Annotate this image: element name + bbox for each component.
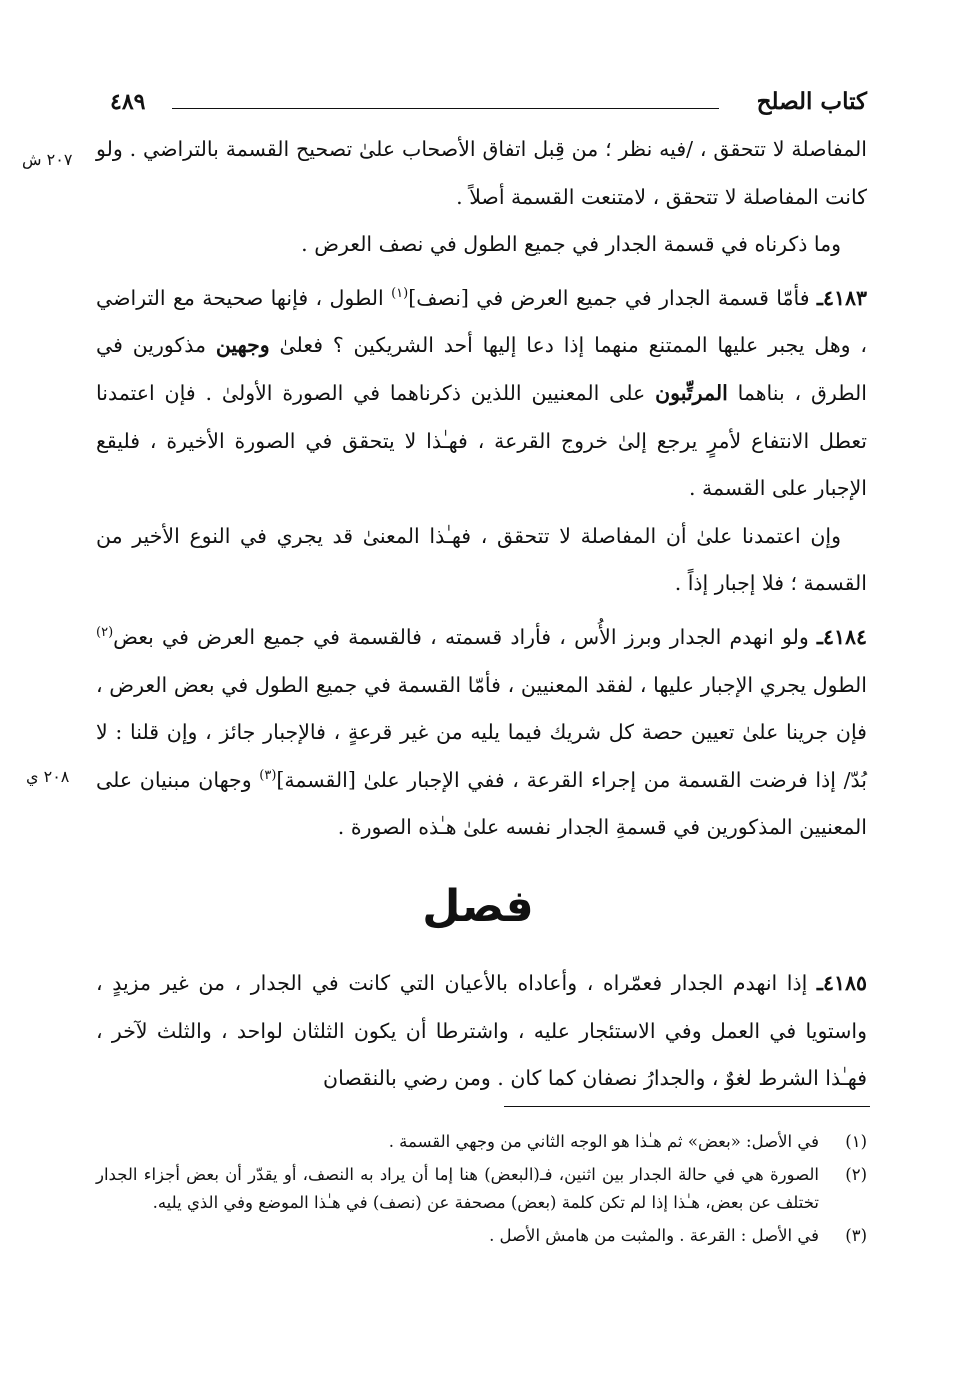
paragraph-number: ٤١٨٥ـ <box>816 971 867 995</box>
paragraph-continuation: وإن اعتمدنا علىٰ أن المفاصلة لا تتحقق ، فهـٰذا المعنىٰ قد يجري في النوع الأخير من القسمة ؛ فلا إجبار إذاً . <box>96 523 867 596</box>
footnote-3 <box>96 1222 867 1250</box>
margin-note-207: ٢٠٧ ش <box>22 150 73 169</box>
footnote-mark: (١) <box>845 1132 867 1151</box>
paragraph-4184 <box>96 614 867 852</box>
footnote-2 <box>96 1161 867 1217</box>
paragraph-text: مذكورين في الطرق ، بناهما <box>96 333 867 405</box>
paragraph-number: ٤١٨٣ـ <box>816 285 867 310</box>
footnote-ref-2: (٢) <box>96 625 114 641</box>
footnote-ref-1: (١) <box>391 285 409 301</box>
section-heading-text: فصل <box>422 881 534 932</box>
bold-term: وجهين <box>215 333 270 358</box>
footnote-ref-3: (٣) <box>259 767 277 783</box>
main-text-2 <box>96 960 867 1103</box>
paragraph-text: الطول ، فإنها صحيحة مع التراضي ، وهل يجبر عليها الممتنع منهما إذا دعا إليها أحد الشريكين ؟ فعلىٰ <box>96 285 867 358</box>
paragraph-4185 <box>96 960 867 1103</box>
paragraph-text: فأمّا قسمة الجدار في جميع العرض في [نصف] <box>408 285 810 310</box>
running-title: كتاب الصلح <box>756 88 867 115</box>
footnote-text: الصورة هي في حالة الجدار بين اثنين، فـ(البعض) هنا إما أن يراد به النصف، أو يقدّر أن بعض أجزاء الجدار تختلف عن بعض، هـٰذا إذا لم تكن كلمة (بعض) مصحفة عن (نصف) في هـٰذا الموضع وفي الذي يليه. <box>96 1165 819 1212</box>
footnote-mark: (٣) <box>845 1226 867 1245</box>
paragraph-number: ٤١٨٤ـ <box>816 624 867 649</box>
paragraph-2: وما ذكرناه في قسمة الجدار في جميع الطول في نصف العرض . <box>301 232 841 257</box>
footnote-text: في الأصل: «بعض» ثم هـٰذا هو الوجه الثاني من وجهي القسمة . <box>388 1132 819 1151</box>
footnote-1 <box>96 1128 867 1156</box>
paragraph-text: إذا انهدم الجدار فعمّراه ، وأعاداه بالأعيان التي كانت في الجدار ، من غير مزيدٍ ، واستويا في العمل وفي الاستئجار عليه ، واشترطا أن يكون الثلثان لواحد ، والثلث لآخر ، فهـٰذا الشرط لغوٌ ، والجدارُ نصفان كما كان . ومن رضي بالنقصان <box>96 971 867 1091</box>
paragraph-4183 <box>96 275 867 513</box>
footnote-mark: (٢) <box>845 1165 867 1184</box>
paragraph-text: الطول يجري الإجبار عليها ، لفقد المعنيين ، فأمّا القسمة في جميع الطول في بعض العرض ، فإن جرينا علىٰ تعيين حصة كل شريك فيما يليه من غير قرعةٍ ، فالإجبار جائز ، وإن قلنا : لا بُدّ/ إذا فرضت القسمة من إجراء القرعة ، ففي الإجبار علىٰ [القسمة] <box>96 672 867 792</box>
paragraph-text: ولو انهدم الجدار وبرز الأُس ، فأراد قسمته ، فالقسمة في جميع العرض في بعض <box>113 624 809 649</box>
page-number: ٤٨٩ <box>110 89 146 115</box>
paragraph-text: على المعنيين اللذين ذكرناهما في الصورة الأولىٰ . فإن اعتمدنا تعطل الانتفاع لأمرٍ يرجع إلىٰ خروج القرعة ، فهـٰذا لا يتحقق في الصورة الأخيرة ، فليقع الإجبار على القسمة . <box>96 380 867 501</box>
paragraph-1: المفاصلة لا تتحقق ، /فيه نظر ؛ من قِبل اتفاق الأصحاب علىٰ تصحيح القسمة بالتراضي . ولو كانت المفاصلة لا تتحقق ، لامتنعت القسمة أصلاً . <box>96 137 867 209</box>
section-heading-fasl <box>378 872 578 942</box>
footnote-text: في الأصل : القرعة . والمثبت من هامش الأصل . <box>489 1226 819 1245</box>
bold-term: المرتِّبون <box>655 380 728 405</box>
header-rule <box>172 108 719 109</box>
footnotes <box>96 1128 867 1255</box>
page-header <box>110 82 867 122</box>
main-text <box>96 126 867 852</box>
margin-note-208: ٢٠٨ ي <box>26 767 70 786</box>
paragraph-text: وجهان مبنيان على المعنيين المذكورين في قسمةِ الجدار نفسه علىٰ هـٰذه الصورة . <box>96 767 867 840</box>
footnote-rule <box>504 1106 870 1107</box>
